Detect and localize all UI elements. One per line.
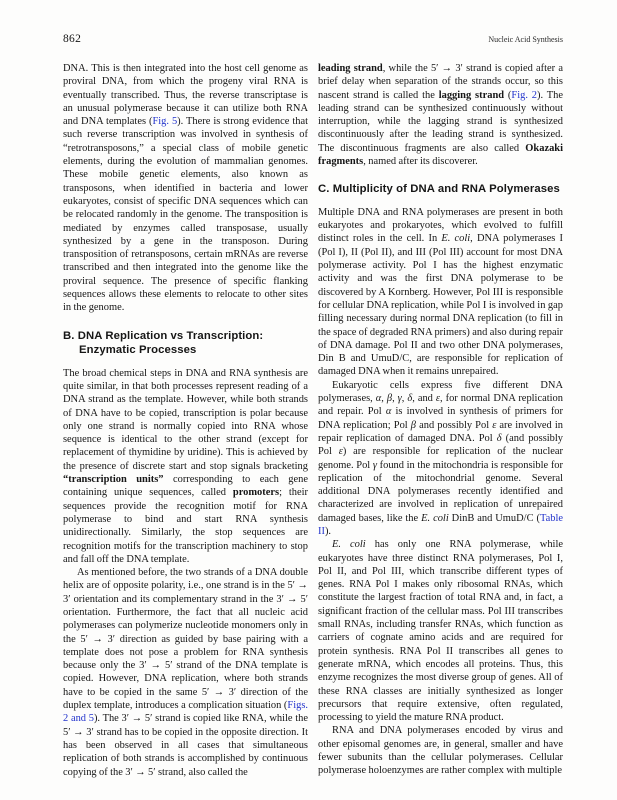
italic-term: ε bbox=[435, 393, 441, 405]
page-number: 862 bbox=[63, 33, 82, 45]
italic-term: α bbox=[385, 406, 392, 418]
italic-term: γ bbox=[372, 459, 377, 471]
italic-term: δ bbox=[496, 432, 502, 444]
paragraph: Multiple DNA and RNA polymerases are present in both eukaryotes and prokaryotes, which evolved to fulfill distinct roles in the cell. In E. coli, DNA polymerases I (Pol I), II (Pol II), and III (Pol III) account for most DNA polymerase activity. Pol I has the highest enzymatic activity and was the first DNA polymerase to be discovered by A Kornberg. However, Pol III is responsible for cellular DNA replication, while Pol I is involved in gap filling necessary during normal DNA replication (to fill in the space of degraded RNA primers) and also during repair of DNA damage. Pol II and two other DNA polymerases, Din B and UmuD/C, are responsible for replication of damaged DNA when it remains unrepaired. bbox=[318, 206, 564, 378]
italic-term: E. coli bbox=[332, 539, 366, 551]
paragraph: The broad chemical steps in DNA and RNA synthesis are quite similar, in that both processes represent reading of a DNA strand as the template. However, while both strands of DNA have to be copied, transcription is polar because only one strand is normally copied into RNA whose sequence is identical to the other strand (except for replacement of thymidine by uridine). This is achieved by the presence of discrete start and stop signals bracketing “transcription units” corresponding to each gene containing unique sequences, called promoters; their sequences provide the recognition motif for RNA polymerase to bind and start RNA synthesis unidirectionally. Similarly, the stop sequences are recognition motifs for the transcription machinery to stop and fall off the DNA template. bbox=[63, 367, 308, 565]
section-heading-b bbox=[63, 329, 308, 358]
italic-term: E. coli bbox=[421, 512, 449, 524]
section-heading-c: C. Multiplicity of DNA and RNA Polymerases bbox=[318, 183, 560, 196]
right-column bbox=[318, 62, 563, 779]
bold-term: leading strand bbox=[318, 63, 383, 74]
section-heading-b-line2: Enzymatic Processes bbox=[79, 344, 197, 357]
paragraph-continuation: leading strand, while the 5′ → 3′ strand is copied after a brief delay when separation of the strands occur, so this nascent strand is called the lagging strand (Fig. 2). The leading strand can be synthesized continuously without interruption, while the lagging strand is synthesized discontinuously after the leading strand is synthesized. The discontinuous fragments are also called Okazaki fragments, named after its discoverer. bbox=[318, 63, 564, 168]
italic-term: δ bbox=[407, 393, 413, 405]
italic-term: β bbox=[386, 393, 393, 405]
italic-term: ε bbox=[338, 446, 343, 458]
paragraph: Eukaryotic cells express five different DNA polymerases, α, β, γ, δ, and ε, for normal DNA replication and repair. Pol α is involved in synthesis of primers for DNA replication; Pol β and possibly Pol ε are involved in repair replication of damaged DNA. Pol δ (and possibly Pol ε) are responsible for replication of the nuclear genome. Pol γ found in the mitochondria is responsible for replication of the mitochondrial genome. Several additional DNA polymerases recently identified and characterized are involved in replication of unrepaired damaged bases, like the E. coli DinB and UmuD/C (Table II). bbox=[318, 379, 564, 537]
paragraph: RNA and DNA polymerases encoded by virus and other episomal genomes are, in general, smaller and have fewer subunits than the cellular polymerases. Cellular polymerase holoenzymes are rather complex with multiple bbox=[318, 725, 563, 777]
paragraph-continuation: DNA. This is then integrated into the host cell genome as proviral DNA, from which the progeny viral RNA is eventually transcribed. Thus, the reverse transcriptase is an unusual polymerase because it can utilize both RNA and DNA templates (Fig. 5). There is strong evidence that such reverse transcription was involved in synthesis of “retrotransposons,” a special class of mobile genetic elements, during the evolution of mammalian genomes. These mobile genetic elements, also known as transposons, when identified in bacteria and lower eukaryotes, consist of specific DNA sequences which can be relocated randomly in the genome. The transposition is mediated by enzymes called transposase, usually synthesized by a gene in the transposon. During transposition of retransposons, certain mRNAs are reverse transcribed and then integrated into the genome like the proviral sequence. The presence of specific flanking sequences allows these elements to relocate to other sites in the genome. bbox=[63, 63, 308, 314]
running-head: Nucleic Acid Synthesis bbox=[488, 35, 563, 44]
left-column bbox=[63, 62, 308, 779]
italic-term: E. coli bbox=[441, 233, 471, 245]
italic-term: α bbox=[375, 393, 382, 405]
bold-term: “transcription units” bbox=[63, 474, 164, 486]
two-column-text bbox=[63, 62, 563, 779]
cross-reference-link[interactable]: Table II bbox=[318, 512, 564, 537]
paragraph: E. coli has only one RNA polymerase, while eukaryotes have three distinct RNA polymerases, Pol I, Pol II, and Pol III, which transcribe different types of genes. RNA Pol I makes only ribosomal RNAs, which constitute the largest fraction of total RNA and, in fact, a significant fraction of the cellular mass. Pol III transcribes small RNAs, including transfer RNAs, which function as carriers of cognate amino acids and are required for protein synthesis. RNA Pol II transcribes all genes to generate mRNA, which encodes all proteins. Thus, this enzyme recognizes the most diverse group of genes. All of these RNA classes are initially synthesized as longer precursors that require extensive, often regulated, processing to yield the mature RNA product. bbox=[318, 539, 563, 724]
cross-reference-link[interactable]: Figs. 2 and 5 bbox=[63, 700, 308, 725]
bold-term: Okazaki fragments bbox=[318, 142, 563, 168]
page-header bbox=[63, 33, 563, 45]
paragraph: As mentioned before, the two strands of a DNA double helix are of opposite polarity, i.e., one strand is in the 5′ → 3′ orientation and its complementary strand in the 3′ → 5′ orientation. Furthermore, the fact that all nucleic acid polymerases can polymerize nucleotide monomers only in the 5′ → 3′ direction as guided by base pairing with a template does not pose a problem for RNA synthesis because only the 3′ → 5′ strand of the DNA template is copied. However, DNA replication, where both strands have to be copied in the same 5′ → 3′ direction of the duplex template, introduces a complication situation (Figs. 2 and 5). The 3′ → 5′ strand is copied like RNA, while the 5′ → 3′ strand has to be copied in the opposite direction. It has been observed in all cases that simultaneous replication of both strands is accomplished by continuous copying of the 3′ → 5′ strand, also called the bbox=[63, 567, 308, 778]
italic-term: γ bbox=[397, 393, 402, 405]
italic-term: β bbox=[410, 419, 416, 431]
italic-term: ε bbox=[492, 419, 497, 431]
bold-term: promoters bbox=[232, 487, 280, 499]
bold-term: lagging strand bbox=[438, 89, 505, 101]
section-heading-b-line1: B. DNA Replication vs Transcription: bbox=[63, 329, 264, 342]
cross-reference-link[interactable]: Fig. 5 bbox=[152, 116, 178, 128]
cross-reference-link[interactable]: Fig. 2 bbox=[511, 89, 538, 101]
